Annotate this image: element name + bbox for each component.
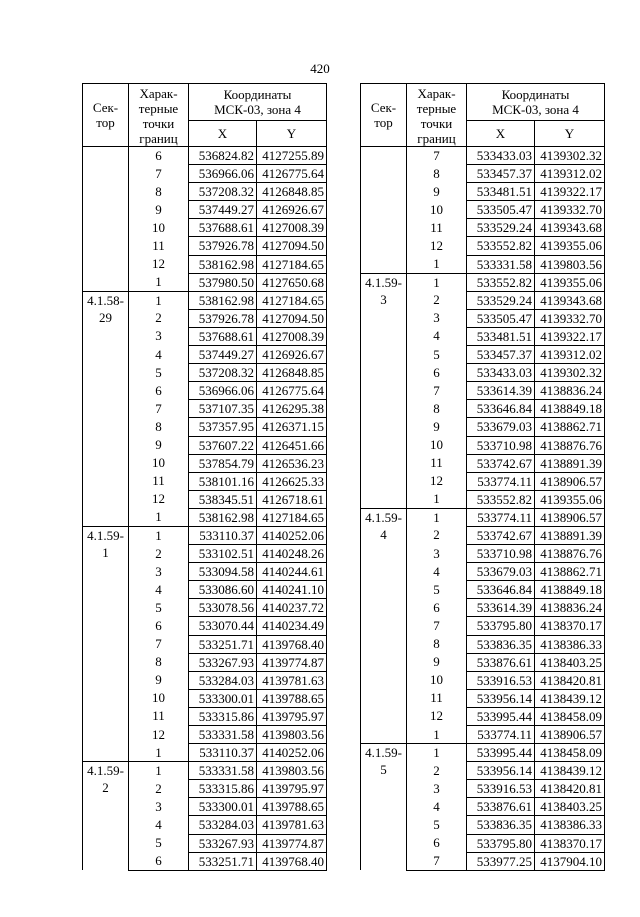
y-coordinate-cell: 4139795.97 (257, 780, 327, 798)
x-coordinate-cell: 533679.03 (467, 563, 535, 581)
header-points: Харак- терные точки границ (129, 84, 189, 147)
point-number-cell: 5 (129, 599, 189, 617)
y-coordinate-cell: 4139768.40 (257, 852, 327, 870)
point-number-cell: 1 (407, 744, 467, 762)
sector-cell: 4.1.59- 4 (361, 508, 407, 743)
point-number-cell: 9 (407, 653, 467, 671)
y-coordinate-cell: 4139322.17 (535, 327, 605, 345)
y-coordinate-cell: 4140252.06 (257, 744, 327, 762)
y-coordinate-cell: 4138370.17 (535, 834, 605, 852)
x-coordinate-cell: 533742.67 (467, 454, 535, 472)
point-number-cell: 3 (129, 563, 189, 581)
y-coordinate-cell: 4126775.64 (257, 382, 327, 400)
point-number-cell: 4 (407, 798, 467, 816)
sector-cell (361, 147, 407, 274)
x-coordinate-cell: 533836.35 (467, 816, 535, 834)
table-row (83, 762, 327, 780)
y-coordinate-cell: 4140244.61 (257, 563, 327, 581)
point-number-cell: 7 (407, 617, 467, 635)
y-coordinate-cell: 4126451.66 (257, 436, 327, 454)
y-coordinate-cell: 4139781.63 (257, 816, 327, 834)
point-number-cell: 1 (407, 508, 467, 526)
point-number-cell: 2 (129, 780, 189, 798)
y-coordinate-cell: 4126848.85 (257, 364, 327, 382)
x-coordinate-cell: 533284.03 (189, 816, 257, 834)
x-coordinate-cell: 533679.03 (467, 418, 535, 436)
point-number-cell: 11 (129, 237, 189, 255)
y-coordinate-cell: 4138403.25 (535, 653, 605, 671)
point-number-cell: 2 (407, 762, 467, 780)
y-coordinate-cell: 4138403.25 (535, 798, 605, 816)
point-number-cell: 9 (129, 671, 189, 689)
y-coordinate-cell: 4138876.76 (535, 436, 605, 454)
y-coordinate-cell: 4138370.17 (535, 617, 605, 635)
x-coordinate-cell: 533614.39 (467, 599, 535, 617)
point-number-cell: 8 (407, 400, 467, 418)
table-row (83, 291, 327, 309)
y-coordinate-cell: 4138439.12 (535, 689, 605, 707)
x-coordinate-cell: 533529.24 (467, 219, 535, 237)
point-number-cell: 4 (129, 816, 189, 834)
y-coordinate-cell: 4126295.38 (257, 400, 327, 418)
x-coordinate-cell: 533505.47 (467, 309, 535, 327)
point-number-cell: 1 (407, 726, 467, 744)
x-coordinate-cell: 537854.79 (189, 454, 257, 472)
x-coordinate-cell: 537449.27 (189, 201, 257, 219)
sector-cell: 4.1.58- 29 (83, 291, 129, 526)
x-coordinate-cell: 533457.37 (467, 165, 535, 183)
x-coordinate-cell: 533646.84 (467, 400, 535, 418)
y-coordinate-cell: 4139332.70 (535, 309, 605, 327)
table-row (361, 147, 605, 165)
point-number-cell: 1 (129, 744, 189, 762)
header-y: Y (535, 121, 605, 147)
x-coordinate-cell: 533300.01 (189, 689, 257, 707)
x-coordinate-cell: 533284.03 (189, 671, 257, 689)
point-number-cell: 4 (129, 346, 189, 364)
x-coordinate-cell: 537688.61 (189, 327, 257, 345)
y-coordinate-cell: 4139355.06 (535, 490, 605, 508)
x-coordinate-cell: 533795.80 (467, 617, 535, 635)
x-coordinate-cell: 533300.01 (189, 798, 257, 816)
y-coordinate-cell: 4139312.02 (535, 346, 605, 364)
header-coordinates: Координаты МСК-03, зона 4 (189, 84, 327, 121)
coordinates-table-right (360, 83, 605, 871)
x-coordinate-cell: 533457.37 (467, 346, 535, 364)
x-coordinate-cell: 533070.44 (189, 617, 257, 635)
point-number-cell: 11 (129, 707, 189, 725)
point-number-cell: 9 (407, 418, 467, 436)
y-coordinate-cell: 4139343.68 (535, 291, 605, 309)
point-number-cell: 1 (407, 255, 467, 273)
x-coordinate-cell: 533774.11 (467, 726, 535, 744)
y-coordinate-cell: 4139795.97 (257, 707, 327, 725)
x-coordinate-cell: 537357.95 (189, 418, 257, 436)
coordinates-table-left (82, 83, 327, 871)
x-coordinate-cell: 533251.71 (189, 852, 257, 870)
y-coordinate-cell: 4138386.33 (535, 635, 605, 653)
x-coordinate-cell: 533956.14 (467, 689, 535, 707)
point-number-cell: 2 (407, 526, 467, 544)
x-coordinate-cell: 538162.98 (189, 255, 257, 273)
point-number-cell: 8 (407, 165, 467, 183)
point-number-cell: 1 (407, 273, 467, 291)
y-coordinate-cell: 4139322.17 (535, 183, 605, 201)
point-number-cell: 11 (407, 454, 467, 472)
y-coordinate-cell: 4127008.39 (257, 327, 327, 345)
y-coordinate-cell: 4126848.85 (257, 183, 327, 201)
y-coordinate-cell: 4127255.89 (257, 147, 327, 165)
x-coordinate-cell: 533710.98 (467, 436, 535, 454)
x-coordinate-cell: 533529.24 (467, 291, 535, 309)
y-coordinate-cell: 4140252.06 (257, 526, 327, 544)
point-number-cell: 6 (407, 834, 467, 852)
y-coordinate-cell: 4138891.39 (535, 454, 605, 472)
table-row (361, 273, 605, 291)
y-coordinate-cell: 4139302.32 (535, 147, 605, 165)
x-coordinate-cell: 533251.71 (189, 635, 257, 653)
x-coordinate-cell: 536824.82 (189, 147, 257, 165)
y-coordinate-cell: 4138458.09 (535, 707, 605, 725)
point-number-cell: 1 (129, 526, 189, 544)
y-coordinate-cell: 4138439.12 (535, 762, 605, 780)
x-coordinate-cell: 533774.11 (467, 508, 535, 526)
x-coordinate-cell: 533876.61 (467, 653, 535, 671)
y-coordinate-cell: 4138862.71 (535, 563, 605, 581)
x-coordinate-cell: 533331.58 (189, 726, 257, 744)
y-coordinate-cell: 4140241.10 (257, 581, 327, 599)
point-number-cell: 12 (129, 490, 189, 508)
x-coordinate-cell: 533094.58 (189, 563, 257, 581)
point-number-cell: 10 (129, 689, 189, 707)
point-number-cell: 6 (407, 364, 467, 382)
x-coordinate-cell: 538345.51 (189, 490, 257, 508)
point-number-cell: 9 (129, 201, 189, 219)
y-coordinate-cell: 4126536.23 (257, 454, 327, 472)
x-coordinate-cell: 533916.53 (467, 671, 535, 689)
point-number-cell: 12 (407, 472, 467, 490)
y-coordinate-cell: 4126371.15 (257, 418, 327, 436)
x-coordinate-cell: 533315.86 (189, 707, 257, 725)
x-coordinate-cell: 537208.32 (189, 183, 257, 201)
table-row (83, 147, 327, 165)
point-number-cell: 8 (407, 635, 467, 653)
point-number-cell: 9 (407, 183, 467, 201)
point-number-cell: 12 (407, 237, 467, 255)
x-coordinate-cell: 533995.44 (467, 707, 535, 725)
point-number-cell: 5 (129, 834, 189, 852)
y-coordinate-cell: 4138849.18 (535, 581, 605, 599)
y-coordinate-cell: 4139781.63 (257, 671, 327, 689)
point-number-cell: 3 (129, 798, 189, 816)
x-coordinate-cell: 538101.16 (189, 472, 257, 490)
y-coordinate-cell: 4139768.40 (257, 635, 327, 653)
y-coordinate-cell: 4126718.61 (257, 490, 327, 508)
point-number-cell: 11 (129, 472, 189, 490)
point-number-cell: 4 (407, 327, 467, 345)
point-number-cell: 10 (407, 436, 467, 454)
point-number-cell: 3 (407, 780, 467, 798)
x-coordinate-cell: 533110.37 (189, 744, 257, 762)
point-number-cell: 1 (129, 273, 189, 291)
x-coordinate-cell: 536966.06 (189, 382, 257, 400)
x-coordinate-cell: 537980.50 (189, 273, 257, 291)
point-number-cell: 5 (407, 581, 467, 599)
x-coordinate-cell: 533078.56 (189, 599, 257, 617)
y-coordinate-cell: 4126775.64 (257, 165, 327, 183)
y-coordinate-cell: 4138836.24 (535, 599, 605, 617)
y-coordinate-cell: 4127184.65 (257, 508, 327, 526)
x-coordinate-cell: 533267.93 (189, 834, 257, 852)
y-coordinate-cell: 4138420.81 (535, 780, 605, 798)
x-coordinate-cell: 533774.11 (467, 472, 535, 490)
header-x: X (467, 121, 535, 147)
point-number-cell: 1 (129, 762, 189, 780)
sector-cell (83, 147, 129, 292)
y-coordinate-cell: 4127094.50 (257, 237, 327, 255)
point-number-cell: 10 (407, 671, 467, 689)
point-number-cell: 7 (129, 635, 189, 653)
point-number-cell: 8 (129, 418, 189, 436)
y-coordinate-cell: 4139343.68 (535, 219, 605, 237)
x-coordinate-cell: 537107.35 (189, 400, 257, 418)
x-coordinate-cell: 533995.44 (467, 744, 535, 762)
y-coordinate-cell: 4127184.65 (257, 291, 327, 309)
point-number-cell: 6 (407, 599, 467, 617)
y-coordinate-cell: 4126926.67 (257, 346, 327, 364)
x-coordinate-cell: 533614.39 (467, 382, 535, 400)
sector-cell: 4.1.59- 3 (361, 273, 407, 508)
header-y: Y (257, 121, 327, 147)
y-coordinate-cell: 4138906.57 (535, 508, 605, 526)
y-coordinate-cell: 4138420.81 (535, 671, 605, 689)
y-coordinate-cell: 4138836.24 (535, 382, 605, 400)
point-number-cell: 9 (129, 436, 189, 454)
y-coordinate-cell: 4127094.50 (257, 309, 327, 327)
table-row (361, 744, 605, 762)
point-number-cell: 2 (407, 291, 467, 309)
y-coordinate-cell: 4139355.06 (535, 237, 605, 255)
point-number-cell: 6 (129, 147, 189, 165)
y-coordinate-cell: 4138891.39 (535, 526, 605, 544)
x-coordinate-cell: 533552.82 (467, 490, 535, 508)
x-coordinate-cell: 533110.37 (189, 526, 257, 544)
point-number-cell: 2 (129, 309, 189, 327)
point-number-cell: 7 (407, 852, 467, 870)
x-coordinate-cell: 533331.58 (467, 255, 535, 273)
x-coordinate-cell: 533331.58 (189, 762, 257, 780)
y-coordinate-cell: 4139302.32 (535, 364, 605, 382)
point-number-cell: 7 (129, 165, 189, 183)
y-coordinate-cell: 4138906.57 (535, 472, 605, 490)
point-number-cell: 12 (407, 707, 467, 725)
point-number-cell: 7 (129, 400, 189, 418)
point-number-cell: 2 (129, 545, 189, 563)
y-coordinate-cell: 4138386.33 (535, 816, 605, 834)
x-coordinate-cell: 533481.51 (467, 327, 535, 345)
x-coordinate-cell: 533552.82 (467, 237, 535, 255)
point-number-cell: 1 (129, 291, 189, 309)
y-coordinate-cell: 4127008.39 (257, 219, 327, 237)
point-number-cell: 6 (129, 382, 189, 400)
table-row (83, 526, 327, 544)
y-coordinate-cell: 4139803.56 (257, 726, 327, 744)
x-coordinate-cell: 533795.80 (467, 834, 535, 852)
point-number-cell: 6 (129, 852, 189, 870)
sector-cell: 4.1.59- 5 (361, 744, 407, 871)
y-coordinate-cell: 4139774.87 (257, 834, 327, 852)
point-number-cell: 6 (129, 617, 189, 635)
point-number-cell: 5 (407, 816, 467, 834)
header-coordinates: Координаты МСК-03, зона 4 (467, 84, 605, 121)
x-coordinate-cell: 537688.61 (189, 219, 257, 237)
header-sector: Сек- тор (361, 84, 407, 147)
x-coordinate-cell: 538162.98 (189, 291, 257, 309)
point-number-cell: 7 (407, 147, 467, 165)
y-coordinate-cell: 4126625.33 (257, 472, 327, 490)
y-coordinate-cell: 4140237.72 (257, 599, 327, 617)
y-coordinate-cell: 4138876.76 (535, 545, 605, 563)
point-number-cell: 4 (129, 581, 189, 599)
y-coordinate-cell: 4139332.70 (535, 201, 605, 219)
y-coordinate-cell: 4137904.10 (535, 852, 605, 870)
x-coordinate-cell: 533916.53 (467, 780, 535, 798)
y-coordinate-cell: 4139774.87 (257, 653, 327, 671)
y-coordinate-cell: 4138862.71 (535, 418, 605, 436)
point-number-cell: 7 (407, 382, 467, 400)
point-number-cell: 5 (129, 364, 189, 382)
point-number-cell: 12 (129, 726, 189, 744)
y-coordinate-cell: 4127650.68 (257, 273, 327, 291)
y-coordinate-cell: 4140248.26 (257, 545, 327, 563)
x-coordinate-cell: 533086.60 (189, 581, 257, 599)
point-number-cell: 12 (129, 255, 189, 273)
table-row (361, 508, 605, 526)
header-points: Харак- терные точки границ (407, 84, 467, 147)
point-number-cell: 10 (407, 201, 467, 219)
x-coordinate-cell: 533315.86 (189, 780, 257, 798)
point-number-cell: 11 (407, 689, 467, 707)
x-coordinate-cell: 533876.61 (467, 798, 535, 816)
y-coordinate-cell: 4127184.65 (257, 255, 327, 273)
x-coordinate-cell: 537926.78 (189, 309, 257, 327)
x-coordinate-cell: 537926.78 (189, 237, 257, 255)
point-number-cell: 3 (129, 327, 189, 345)
y-coordinate-cell: 4139788.65 (257, 689, 327, 707)
point-number-cell: 1 (129, 508, 189, 526)
point-number-cell: 10 (129, 454, 189, 472)
point-number-cell: 1 (407, 490, 467, 508)
point-number-cell: 10 (129, 219, 189, 237)
x-coordinate-cell: 533102.51 (189, 545, 257, 563)
y-coordinate-cell: 4138849.18 (535, 400, 605, 418)
x-coordinate-cell: 533481.51 (467, 183, 535, 201)
x-coordinate-cell: 533646.84 (467, 581, 535, 599)
point-number-cell: 3 (407, 545, 467, 563)
point-number-cell: 4 (407, 563, 467, 581)
x-coordinate-cell: 537208.32 (189, 364, 257, 382)
point-number-cell: 11 (407, 219, 467, 237)
y-coordinate-cell: 4138458.09 (535, 744, 605, 762)
sector-cell: 4.1.59- 1 (83, 526, 129, 761)
x-coordinate-cell: 533433.03 (467, 147, 535, 165)
y-coordinate-cell: 4139788.65 (257, 798, 327, 816)
y-coordinate-cell: 4138906.57 (535, 726, 605, 744)
x-coordinate-cell: 533505.47 (467, 201, 535, 219)
x-coordinate-cell: 533956.14 (467, 762, 535, 780)
x-coordinate-cell: 533433.03 (467, 364, 535, 382)
point-number-cell: 5 (407, 346, 467, 364)
y-coordinate-cell: 4139312.02 (535, 165, 605, 183)
sector-cell: 4.1.59- 2 (83, 762, 129, 871)
header-sector: Сек- тор (83, 84, 129, 147)
x-coordinate-cell: 533710.98 (467, 545, 535, 563)
x-coordinate-cell: 537449.27 (189, 346, 257, 364)
y-coordinate-cell: 4126926.67 (257, 201, 327, 219)
point-number-cell: 8 (129, 183, 189, 201)
y-coordinate-cell: 4139355.06 (535, 273, 605, 291)
x-coordinate-cell: 533267.93 (189, 653, 257, 671)
page-number: 420 (310, 61, 330, 76)
y-coordinate-cell: 4139803.56 (257, 762, 327, 780)
point-number-cell: 8 (129, 653, 189, 671)
x-coordinate-cell: 533552.82 (467, 273, 535, 291)
header-x: X (189, 121, 257, 147)
y-coordinate-cell: 4139803.56 (535, 255, 605, 273)
x-coordinate-cell: 533977.25 (467, 852, 535, 870)
x-coordinate-cell: 537607.22 (189, 436, 257, 454)
x-coordinate-cell: 533742.67 (467, 526, 535, 544)
x-coordinate-cell: 538162.98 (189, 508, 257, 526)
point-number-cell: 3 (407, 309, 467, 327)
x-coordinate-cell: 533836.35 (467, 635, 535, 653)
y-coordinate-cell: 4140234.49 (257, 617, 327, 635)
x-coordinate-cell: 536966.06 (189, 165, 257, 183)
